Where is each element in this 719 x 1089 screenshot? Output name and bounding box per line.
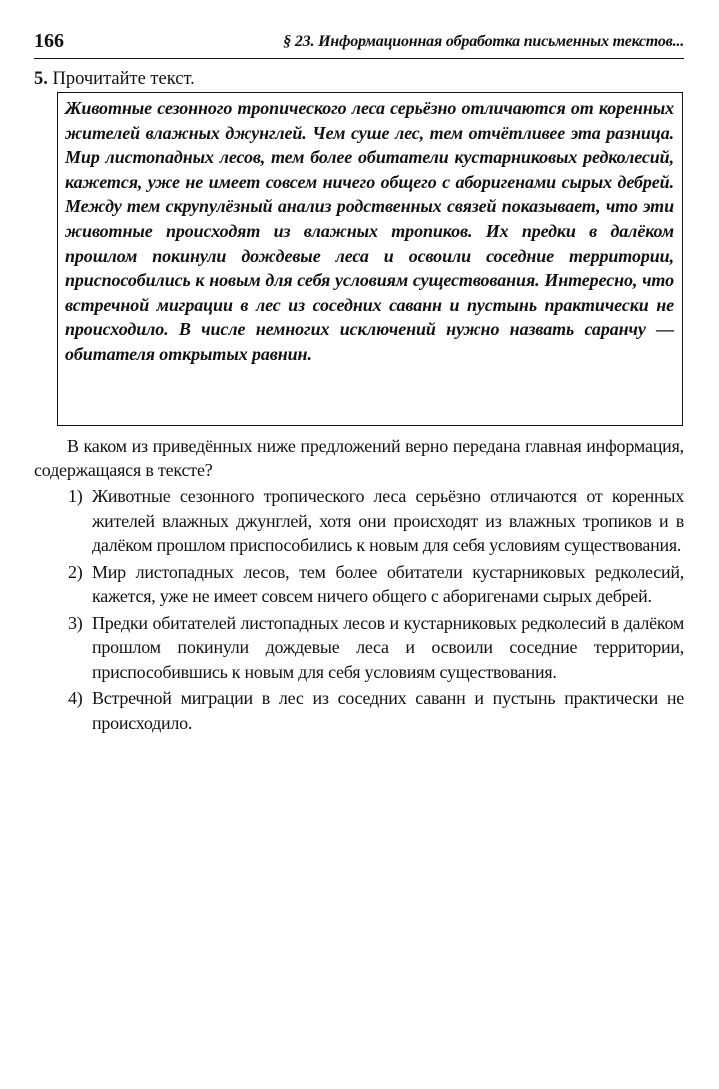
answer-options	[34, 484, 684, 737]
answer-option-2	[34, 560, 684, 609]
option-text: Предки обитателей листопадных лесов и кустарниковых редколесий в далёком прошлом покинули дождевые леса и освоили соседние территории, приспособившись к новым для себя условиям существования.	[92, 612, 684, 682]
task-heading	[34, 69, 195, 90]
option-text: Животные сезонного тропического леса серьёзно отличаются от коренных жителей влажных джунглей, хотя они происходят из влажных тропиков и в далёком прошлом приспособились к новым для себя условиям существования.	[92, 486, 684, 555]
task-instruction: Прочитайте текст.	[52, 69, 195, 89]
option-marker: 2)	[68, 561, 83, 582]
answer-option-3	[34, 611, 684, 685]
running-title: § 23. Информационная обработка письменных текстов...	[283, 33, 684, 50]
reading-passage: Животные сезонного тропического леса серьёзно отличаются от коренных жителей влажных джунглей. Чем суше лес, тем отчётливее эта разница. Мир листопадных лесов, тем более обитатели кустарниковых редколесий, кажется, уже не имеет совсем ничего общего с аборигенами сырых дебрей. Между тем скрупулёзный анализ родственных связей показывает, что эти животные происходят из влажных тропиков. Их предки в далёком прошлом покинули дождевые леса и освоили соседние территории, приспособились к новым для себя условиям существования. Интересно, что встречной миграции в лес из соседних саванн и пустынь практически не происходило. В числе немногих исключений нужно назвать саранчу — обитателя открытых равнин.	[57, 92, 683, 426]
page-number: 166	[34, 30, 64, 52]
option-marker: 4)	[68, 688, 83, 708]
option-text: Мир листопадных лесов, тем более обитатели кустарниковых редколесий, кажется, уже не имеет совсем ничего общего с аборигенами сырых дебрей.	[92, 561, 684, 606]
page-header	[34, 28, 684, 59]
answer-option-4	[34, 686, 684, 735]
answer-option-1	[34, 484, 684, 558]
option-text: Встречной миграции в лес из соседних саванн и пустынь практически не происходило.	[92, 688, 684, 733]
task-number: 5.	[34, 69, 48, 89]
option-marker: 3)	[68, 612, 83, 633]
option-marker: 1)	[68, 486, 83, 506]
question-text: В каком из приведённых ниже предложений верно передана главная информация, содержащаяся в тексте?	[34, 436, 684, 480]
